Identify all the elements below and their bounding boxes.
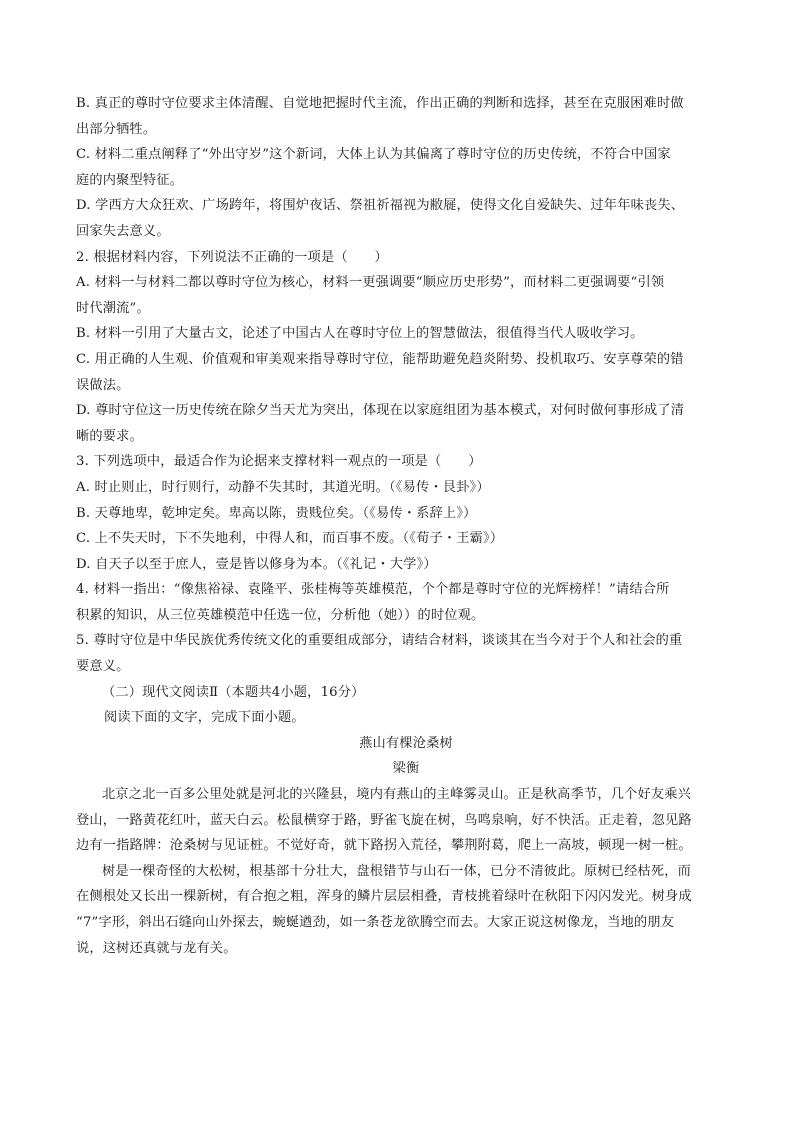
option-d: D. 自天子以至于庶人，壹是皆以修身为本。（《礼记・大学》） <box>76 556 437 572</box>
option-text-line: 晰的要求。 <box>76 428 143 444</box>
option-text-line: C. 用正确的人生观、价值观和审美观来指导尊时守位，能帮助避免趋炎附势、投机取巧、安享尊荣的错 <box>76 351 684 367</box>
option-text-line: 时代潮流”。 <box>76 300 150 316</box>
option-b <box>76 91 716 142</box>
option-b: B. 天尊地卑，乾坤定矣。卑高以陈，贵贱位矣。（《易传・系辞上》） <box>76 505 477 521</box>
exam-page <box>76 91 716 961</box>
article-title: 燕山有棵沧桑树 <box>359 735 453 751</box>
option-text-line: A. 材料一与材料二都以尊时守位为核心，材料一更强调要“顺应历史形势”，而材料二更强调要“引领 <box>76 275 665 291</box>
question-2 <box>76 245 716 450</box>
option-c: C. 上不失天时，下不失地利，中得人和，而百事不废。（《荀子・王霸》） <box>76 531 504 547</box>
article-author: 梁衡 <box>392 761 420 777</box>
paragraph-line: 说，这树还真就与龙有关。 <box>76 940 237 956</box>
reading-instruction: 阅读下面的文字，完成下面小题。 <box>104 710 305 726</box>
question-3 <box>76 449 716 577</box>
paragraph-line: “7”字形，斜出石缝向山外探去，蜿蜒遒劲，如一条苍龙欲腾空而去。大家正说这树像龙，当地的朋友 <box>76 915 675 930</box>
question-stem: 5. 尊时守位是中华民族优秀传统文化的重要组成部分，请结合材料，谈谈其在当今对于个人和社会的重 <box>76 633 683 649</box>
paragraph-line: 北京之北一百多公里处就是河北的兴隆县，境内有燕山的主峰雾灵山。正是秋高季节，几个好友乘兴 <box>102 787 692 803</box>
option-text-line: 误做法。 <box>76 377 130 393</box>
paragraph-line: 在侧根处又长出一棵新树，有合抱之粗，浑身的鳞片层层相叠，青枝挑着绿叶在秋阳下闪闪发光。树身成 <box>76 889 692 905</box>
option-text-line: B. 真正的尊时守位要求主体清醒、自觉地把握时代主流，作出正确的判断和选择，甚至在克服困难时做 <box>76 96 684 111</box>
paragraph-line: 边有一指路牌：沧桑树与见证桩。不觉好奇，就下路拐入荒径，攀荆附葛，爬上一高坡，顿现一树一桩。 <box>76 838 692 854</box>
question-stem: 要意义。 <box>76 659 130 675</box>
paragraph-line: 树是一棵奇怪的大松树，根基部十分壮大，盘根错节与山石一体，已分不清彼此。原树已经枯死，而 <box>102 863 692 879</box>
option-text-line: D. 尊时守位这一历史传统在除夕当天尤为突出，体现在以家庭组团为基本模式，对何时做何事形成了清 <box>76 403 685 419</box>
option-text-line: 出部分牺牲。 <box>76 121 157 137</box>
question-stem: 4. 材料一指出：“像焦裕禄、袁隆平、张桂梅等英雄模范，个个都是尊时守位的光辉榜样！”请结合所 <box>76 582 670 598</box>
option-c <box>76 142 716 193</box>
article-paragraph-2 <box>76 859 716 961</box>
article-paragraph-1 <box>76 782 716 859</box>
option-text-line: B. 材料一引用了大量古文，论述了中国古人在尊时守位上的智慧做法，很值得当代人吸收学习。 <box>76 326 644 342</box>
paragraph-line: 登山，一路黄花红叶，蓝天白云。松鼠横穿于路，野雀飞旋在树，鸟鸣泉响，好不快活。正走着，忽见路 <box>76 812 692 828</box>
section-heading: （二）现代文阅读Ⅱ（本题共4小题，16分） <box>102 684 365 700</box>
question-stem: 2. 根据材料内容，下列说法不正确的一项是（ ） <box>76 249 388 265</box>
question-5 <box>76 628 716 679</box>
option-a: A. 时止则止，时行则行，动静不失其时，其道光明。（《易传・艮卦》） <box>76 479 490 495</box>
option-d <box>76 193 716 244</box>
question-4 <box>76 577 716 628</box>
option-text-line: 回家失去意义。 <box>76 223 170 239</box>
option-text-line: 庭的内聚型特征。 <box>76 172 184 188</box>
option-text-line: C. 材料二重点阐释了“外出守岁”这个新词，大体上认为其偏离了尊时守位的历史传统，不符合中国家 <box>76 147 671 163</box>
question-stem: 积累的知识，从三位英雄模范中任选一位，分析他（她））的时位观。 <box>76 607 485 623</box>
question-stem: 3. 下列选项中，最适合作为论据来支撑材料一观点的一项是（ ） <box>76 454 482 470</box>
option-text-line: D. 学西方大众狂欢、广场跨年，将围炉夜话、祭祖祈福视为敝屣，使得文化自爱缺失、过年年味丧失、 <box>76 198 685 214</box>
